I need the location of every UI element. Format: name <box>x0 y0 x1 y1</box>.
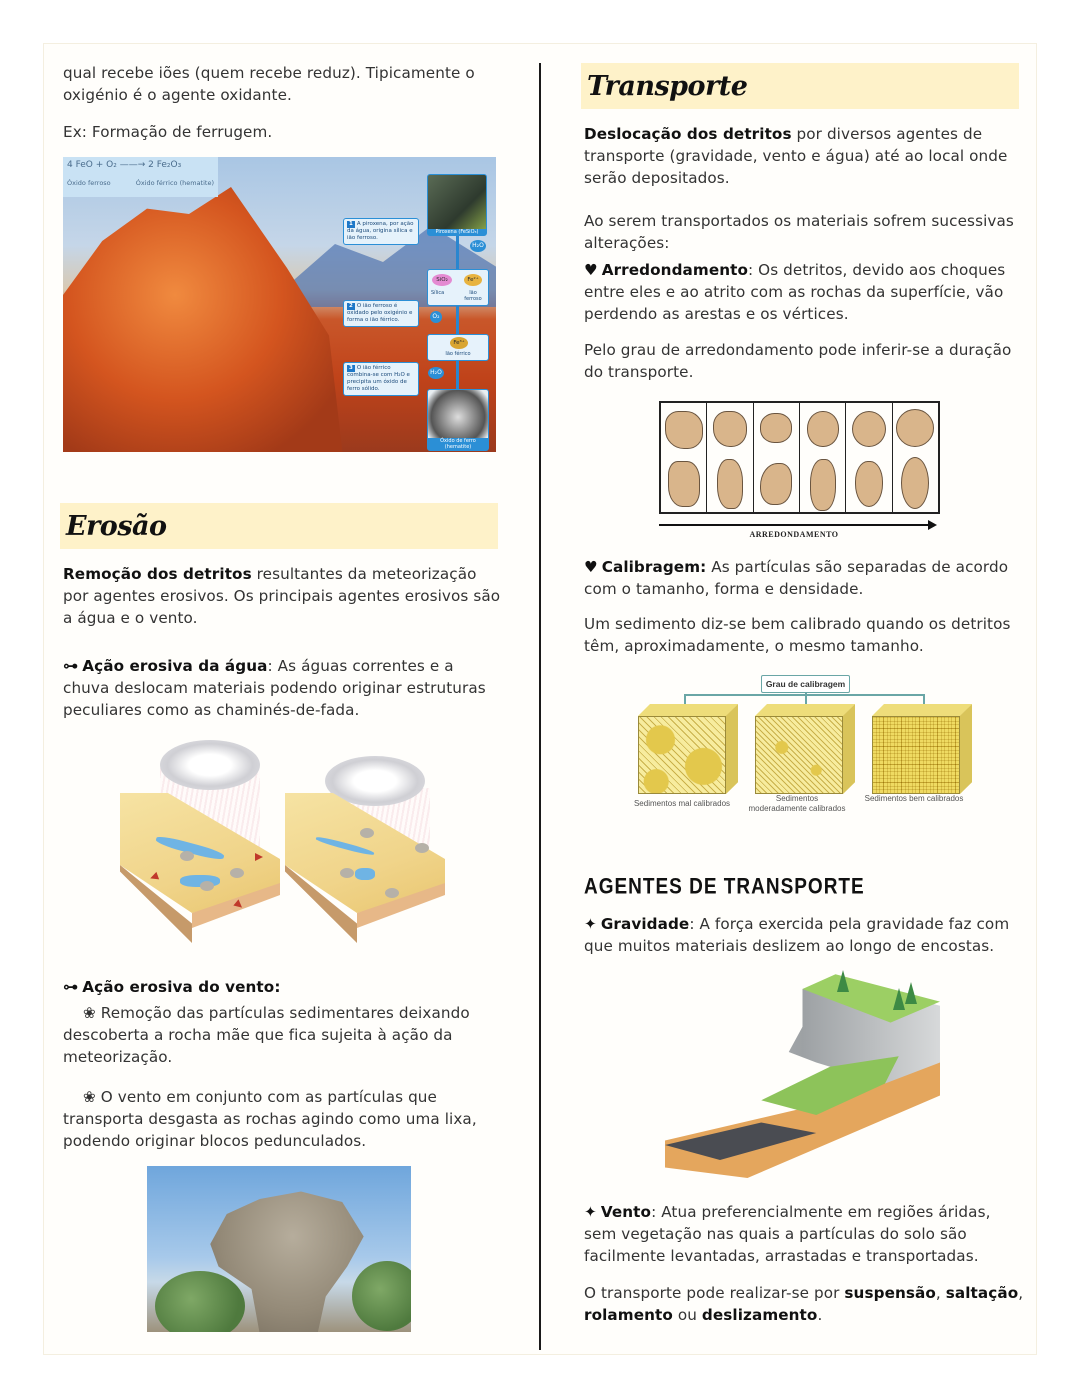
erosion-title-bar <box>60 503 498 549</box>
transport-title-bar <box>581 63 1019 109</box>
red-rock-formation <box>63 187 343 452</box>
fairy-chimney-diagram <box>115 738 445 953</box>
erosion-block-early <box>120 793 280 943</box>
water-erosion-paragraph: ⊶ Ação erosiva da água: As águas correntes e a chuva deslocam materiais podendo originar estruturas peculiares como as chaminés-de-fada. <box>63 657 486 719</box>
silica-ferrous-box: SiO₂ Fe²⁺ Sílica Ião ferroso <box>427 269 489 306</box>
rust-formation-figure <box>63 157 496 452</box>
caption-poorly-sorted: Sedimentos mal calibrados <box>633 799 731 808</box>
tree-icon <box>905 982 917 1004</box>
rounding-diagram <box>659 401 941 538</box>
erosion-block-late <box>285 793 445 943</box>
tree-icon <box>893 988 905 1010</box>
rounding-paragraph: ♥ Arredondamento: Os detritos, devido aos choques entre eles e ao atrito com as rochas da superfície, vão perdendo as arestas e os vértices. <box>584 261 1006 323</box>
ferric-oxide-label: Óxido férrico (hematite) <box>135 179 214 187</box>
intro-paragraph: qual recebe iões (quem recebe reduz). Tipicamente o oxigénio é o agente oxidante. <box>63 64 475 104</box>
landslide-diagram <box>665 968 940 1178</box>
pyroxene-mineral: Piroxena (FeSiO₃) <box>427 174 487 236</box>
ferrous-oxide-label: Óxido ferroso <box>67 179 111 187</box>
wind-erosion-heading: ⊶ Ação erosiva do vento: <box>63 978 281 996</box>
calibration-paragraph: ♥ Calibragem: As partículas são separadas de acordo com o tamanho, forma e densidade. <box>584 558 1009 598</box>
erosion-definition: Remoção dos detritos resultantes da meteorização por agentes erosivos. Os principais agentes erosivos são a água e o vento. <box>63 565 501 627</box>
tree-icon <box>837 970 849 992</box>
heart-bullet-icon: ♥ <box>584 261 598 279</box>
star-bullet-icon: ✦ <box>584 915 597 933</box>
caption-well-sorted: Sedimentos bem calibrados <box>864 794 964 803</box>
transport-modes-paragraph: O transporte pode realizar-se por suspensão, saltação, rolamento ou deslizamento. <box>584 1284 1024 1324</box>
calibration-diagram-title: Grau de calibragem <box>761 675 850 693</box>
transport-title: Transporte <box>587 70 748 102</box>
arrow-bullet-icon: ⊶ <box>63 657 79 675</box>
wind-transport-paragraph: ✦ Vento: Atua preferencialmente em regiões áridas, sem vegetação nas quais a partículas do solo são facilmente levantadas, arrastadas e transportadas. <box>584 1203 991 1265</box>
caption-moderately-sorted: Sedimentos moderadamente calibrados <box>748 794 846 813</box>
star-bullet-icon: ✦ <box>584 1203 597 1221</box>
step-1-box: 1 A piroxena, por ação da água, origina sílica e ião ferroso. <box>343 218 419 245</box>
well-sorted-cube <box>872 704 972 794</box>
poorly-sorted-cube <box>638 704 738 794</box>
step-2-box: 2 O ião ferroso é oxidado pelo oxigénio e forma o ião férrico. <box>343 300 419 327</box>
cloud-icon <box>160 740 260 790</box>
pedestal-rock-photo <box>147 1166 411 1332</box>
wind-erosion-item-2: ❀ O vento em conjunto com as partículas que transporta desgasta as rochas agindo como uma lixa, podendo originar blocos pedunculados. <box>63 1088 477 1150</box>
calibration-diagram <box>630 672 980 832</box>
gravity-paragraph: ✦ Gravidade: A força exercida pela gravidade faz com que muitos materiais deslizem ao longo de encostas. <box>584 915 1010 955</box>
rounding-label: ARREDONDAMENTO <box>749 530 839 539</box>
erosion-title: Erosão <box>66 510 167 542</box>
water-bubble: H₂O <box>470 240 486 252</box>
water-bubble-2: H₂O <box>428 367 444 379</box>
arrow-bullet-icon: ⊶ <box>63 978 79 996</box>
flower-bullet-icon: ❀ <box>83 1088 96 1106</box>
example-label: Ex: Formação de ferrugem. <box>63 123 273 141</box>
step-3-box: 3 O ião férrico combina-se com H₂O e precipita um óxido de ferro sólido. <box>343 362 419 396</box>
moderately-sorted-cube <box>755 704 855 794</box>
transport-changes-intro: Ao serem transportados os materiais sofrem sucessivas alterações: <box>584 212 1014 252</box>
flower-bullet-icon: ❀ <box>83 1004 96 1022</box>
arrow-right-icon <box>659 524 929 526</box>
column-divider <box>539 63 541 1350</box>
oxidation-equation: 4 FeO + O₂ ——→ 2 Fe₂O₃ Óxido ferroso Óxido férrico (hematite) <box>63 157 218 197</box>
hematite-mineral: Óxido de ferro (hematite) <box>427 389 489 451</box>
wind-erosion-item-1: ❀ Remoção das partículas sedimentares deixando descoberta a rocha mãe que fica sujeita à ação da meteorização. <box>63 1004 470 1066</box>
calibration-note: Um sedimento diz-se bem calibrado quando os detritos têm, aproximadamente, o mesmo tamanho. <box>584 615 1011 655</box>
rounding-note: Pelo grau de arredondamento pode inferir-se a duração do transporte. <box>584 341 1012 381</box>
heart-bullet-icon: ♥ <box>584 558 598 576</box>
oxygen-bubble: O₂ <box>430 311 442 323</box>
agents-heading: AGENTES DE TRANSPORTE <box>584 875 865 900</box>
ferric-ion-box: Fe³⁺ Ião férrico <box>427 334 489 361</box>
transport-definition: Deslocação dos detritos por diversos agentes de transporte (gravidade, vento e água) até ao local onde serão depositados. <box>584 125 1008 187</box>
